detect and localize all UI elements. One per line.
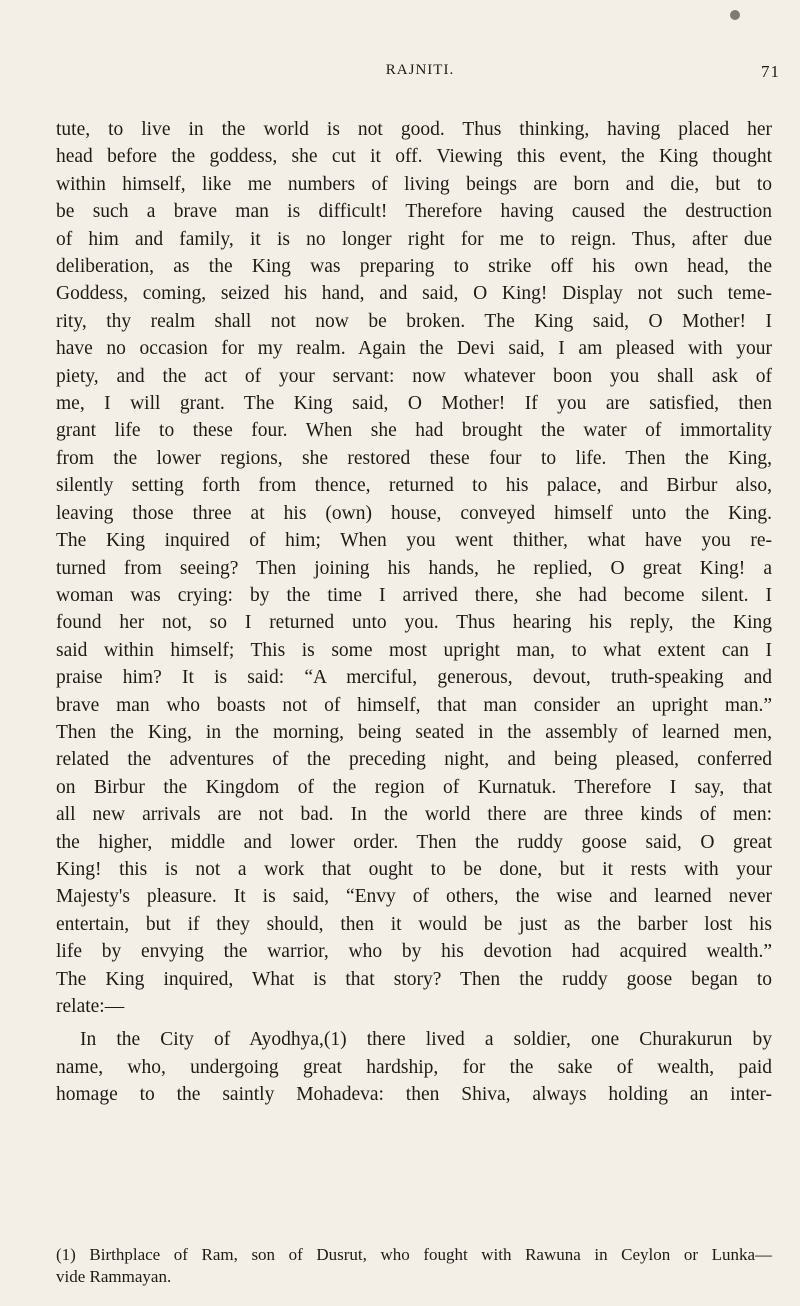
footnote: [56, 1244, 772, 1288]
text-line: grant life to these four. When she had brought the water of immortality: [56, 420, 772, 442]
text-line: The King inquired, What is that story? Then the ruddy goose began to: [56, 968, 772, 990]
text-line: leaving those three at his (own) house, conveyed himself unto the King.: [56, 502, 772, 524]
paragraph-1: [56, 116, 772, 1020]
main-text: [56, 116, 772, 1109]
text-line: relate:—: [56, 996, 125, 1017]
text-line: Then the King, in the morning, being seated in the assembly of learned men,: [56, 721, 772, 743]
text-line: The King inquired of him; When you went thither, what have you re-: [56, 530, 772, 552]
text-line: Goddess, coming, seized his hand, and said, O King! Display not such teme-: [56, 283, 772, 305]
text-line: King! this is not a work that ought to be done, but it rests with your: [56, 858, 772, 880]
text-line: found her not, so I returned unto you. Thus hearing his reply, the King: [56, 612, 772, 634]
text-line: have no occasion for my realm. Again the Devi said, I am pleased with your: [56, 338, 772, 360]
text-line: In the City of Ayodhya,(1) there lived a soldier, one Churakurun by: [80, 1029, 772, 1051]
running-header: [60, 62, 780, 92]
text-line: deliberation, as the King was preparing to strike off his own head, the: [56, 256, 772, 278]
text-line: brave man who boasts not of himself, that man consider an upright man.”: [56, 694, 772, 716]
text-line: be such a brave man is difficult! Therefore having caused the destruction: [56, 201, 772, 223]
running-title: RAJNITI.: [385, 62, 455, 78]
paragraph-2: [56, 1026, 772, 1108]
text-line: of him and family, it is no longer right for me to reign. Thus, after due: [56, 228, 772, 250]
text-line: said within himself; This is some most upright man, to what extent can I: [56, 639, 772, 661]
text-line: head before the goddess, she cut it off. Viewing this event, the King thought: [56, 146, 772, 168]
text-line: name, who, undergoing great hardship, for the sake of wealth, paid: [56, 1056, 772, 1078]
footnote-line: (1) Birthplace of Ram, son of Dusrut, who fought with Rawuna in Ceylon or Lunka—: [56, 1245, 772, 1264]
text-line: entertain, but if they should, then it would be just as the barber lost his: [56, 913, 772, 935]
ink-spot: [730, 10, 740, 20]
text-line: homage to the saintly Mohadeva: then Shiva, always holding an inter-: [56, 1084, 772, 1106]
text-line: on Birbur the Kingdom of the region of Kurnatuk. Therefore I say, that: [56, 776, 772, 798]
text-line: Majesty's pleasure. It is said, “Envy of others, the wise and learned never: [56, 886, 772, 908]
text-line: turned from seeing? Then joining his hands, he replied, O great King! a: [56, 557, 772, 579]
footnote-line: vide Rammayan.: [56, 1267, 172, 1286]
text-line: piety, and the act of your servant: now whatever boon you shall ask of: [56, 365, 772, 387]
text-line: silently setting forth from thence, returned to his palace, and Birbur also,: [56, 475, 772, 497]
text-line: from the lower regions, she restored these four to life. Then the King,: [56, 447, 772, 469]
text-line: related the adventures of the preceding night, and being pleased, conferred: [56, 749, 772, 771]
page-number: 71: [761, 62, 780, 81]
text-line: rity, thy realm shall not now be broken. The King said, O Mother! I: [56, 310, 772, 332]
text-line: tute, to live in the world is not good. Thus thinking, having placed her: [56, 119, 772, 140]
text-line: the higher, middle and lower order. Then the ruddy goose said, O great: [56, 831, 772, 853]
text-line: me, I will grant. The King said, O Mother! If you are satisfied, then: [56, 393, 772, 415]
text-line: life by envying the warrior, who by his devotion had acquired wealth.”: [56, 941, 772, 963]
text-line: all new arrivals are not bad. In the world there are three kinds of men:: [56, 804, 772, 826]
text-line: woman was crying: by the time I arrived there, she had become silent. I: [56, 584, 772, 606]
text-line: within himself, like me numbers of living beings are born and die, but to: [56, 173, 772, 195]
text-line: praise him? It is said: “A merciful, generous, devout, truth-speaking and: [56, 667, 772, 689]
